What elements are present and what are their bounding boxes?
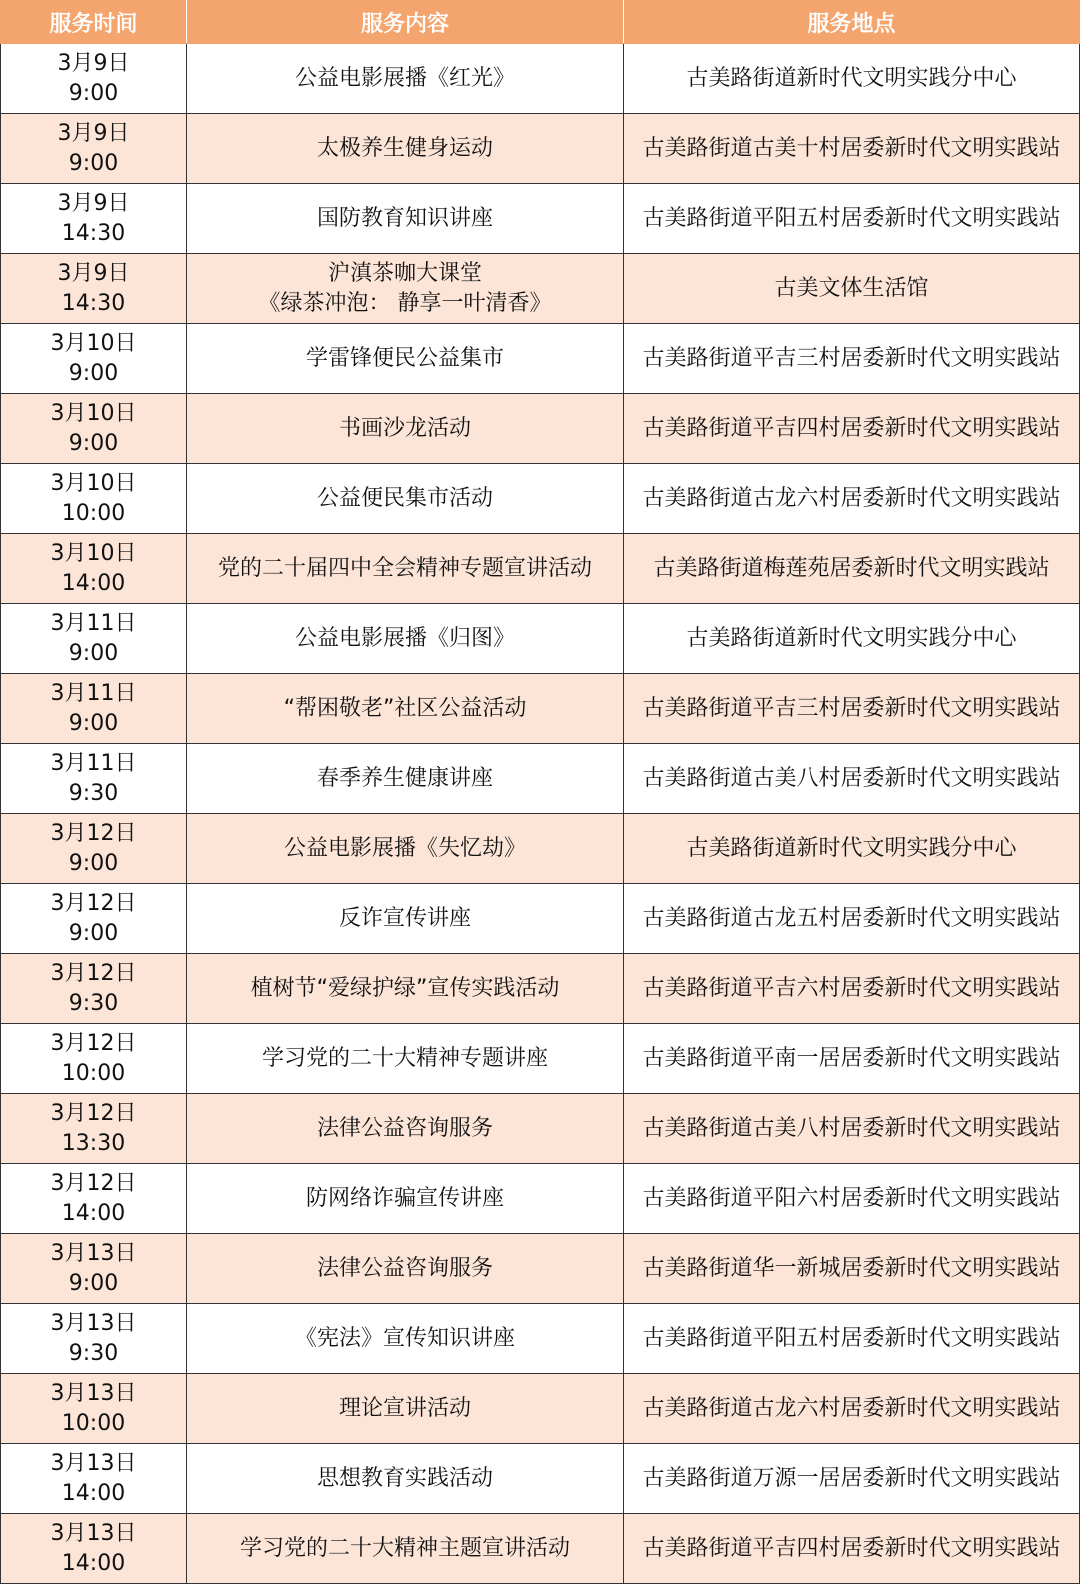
- service-location-cell: [624, 604, 1080, 674]
- service-location: 古美路街道平阳六村居委新时代文明实践站: [642, 1185, 1061, 1211]
- service-date: 3月12日: [50, 820, 137, 846]
- service-location-cell: [624, 1374, 1080, 1444]
- service-time: 9:30: [68, 1340, 119, 1366]
- service-content-cell: [187, 1094, 624, 1164]
- service-location: 古美路街道平吉三村居委新时代文明实践站: [642, 695, 1061, 721]
- service-location-cell: [624, 184, 1080, 254]
- service-content-cell: [187, 114, 624, 184]
- service-time-cell: [1, 1234, 187, 1304]
- table-row: [1, 744, 1080, 814]
- service-location: 古美路街道梅莲苑居委新时代文明实践站: [653, 555, 1050, 581]
- service-time: 9:00: [68, 850, 119, 876]
- table-row: [1, 1164, 1080, 1234]
- service-time: 14:00: [61, 1550, 126, 1576]
- table-row: [1, 394, 1080, 464]
- service-time-cell: [1, 184, 187, 254]
- service-content-cell: [187, 1164, 624, 1234]
- service-location-cell: [624, 1234, 1080, 1304]
- service-content: 植树节“爱绿护绿”宣传实践活动: [250, 975, 560, 1001]
- service-location-cell: [624, 254, 1080, 324]
- service-content-cell: [187, 1374, 624, 1444]
- service-content-cell: [187, 954, 624, 1024]
- service-time: 9:30: [68, 780, 119, 806]
- service-date: 3月13日: [50, 1520, 137, 1546]
- service-time: 10:00: [61, 1410, 126, 1436]
- service-time-cell: [1, 744, 187, 814]
- service-location: 古美路街道平吉四村居委新时代文明实践站: [642, 415, 1061, 441]
- service-content-cell: [187, 674, 624, 744]
- service-location: 古美路街道古美十村居委新时代文明实践站: [642, 135, 1061, 161]
- table-row: [1, 324, 1080, 394]
- table-row: [1, 184, 1080, 254]
- service-location: 古美文体生活馆: [774, 275, 929, 301]
- service-location-cell: [624, 1094, 1080, 1164]
- service-time-cell: [1, 1514, 187, 1584]
- service-content-cell: [187, 744, 624, 814]
- service-location-cell: [624, 394, 1080, 464]
- service-time-cell: [1, 604, 187, 674]
- service-time-cell: [1, 814, 187, 884]
- service-content: 国防教育知识讲座: [316, 205, 493, 231]
- service-time-cell: [1, 1164, 187, 1234]
- service-time: 9:00: [68, 360, 119, 386]
- service-time-cell: [1, 114, 187, 184]
- service-location: 古美路街道古龙六村居委新时代文明实践站: [642, 485, 1061, 511]
- service-content: 反诈宣传讲座: [338, 905, 471, 931]
- service-time: 14:30: [61, 220, 126, 246]
- service-content: 公益电影展播《失忆劫》: [283, 835, 526, 861]
- service-date: 3月11日: [50, 610, 137, 636]
- table-row: [1, 1094, 1080, 1164]
- service-time: 9:30: [68, 990, 119, 1016]
- table-row: [1, 44, 1080, 114]
- service-content-cell: [187, 814, 624, 884]
- service-date: 3月12日: [50, 1170, 137, 1196]
- service-date: 3月9日: [57, 260, 130, 286]
- service-location-cell: [624, 954, 1080, 1024]
- service-time: 10:00: [61, 500, 126, 526]
- service-content: “帮困敬老”社区公益活动: [283, 695, 527, 721]
- service-content: 公益电影展播《归图》: [294, 625, 515, 651]
- service-content: 沪滇茶咖大课堂: [327, 260, 482, 286]
- table-row: [1, 1024, 1080, 1094]
- service-content: 《绿茶冲泡： 静享一叶清香》: [258, 290, 552, 316]
- table-row: [1, 114, 1080, 184]
- service-content-cell: [187, 1304, 624, 1374]
- service-content-cell: [187, 254, 624, 324]
- table-row: [1, 254, 1080, 324]
- service-date: 3月13日: [50, 1310, 137, 1336]
- service-content-cell: [187, 1444, 624, 1514]
- service-date: 3月13日: [50, 1450, 137, 1476]
- service-time-cell: [1, 1304, 187, 1374]
- table-row: [1, 884, 1080, 954]
- service-time: 9:00: [68, 430, 119, 456]
- header-service-time: 服务时间: [1, 1, 187, 44]
- service-content: 法律公益咨询服务: [316, 1115, 493, 1141]
- service-time: 9:00: [68, 150, 119, 176]
- table-row: [1, 1444, 1080, 1514]
- service-content: 太极养生健身运动: [316, 135, 493, 161]
- service-content: 学习党的二十大精神专题讲座: [261, 1045, 548, 1071]
- service-location-cell: [624, 1164, 1080, 1234]
- service-content-cell: [187, 184, 624, 254]
- service-location: 古美路街道新时代文明实践分中心: [686, 625, 1017, 651]
- service-content: 防网络诈骗宣传讲座: [305, 1185, 504, 1211]
- service-location-cell: [624, 1444, 1080, 1514]
- service-date: 3月13日: [50, 1380, 137, 1406]
- service-location: 古美路街道平吉三村居委新时代文明实践站: [642, 345, 1061, 371]
- service-location: 古美路街道平阳五村居委新时代文明实践站: [642, 1325, 1061, 1351]
- service-content: 党的二十届四中全会精神专题宣讲活动: [217, 555, 592, 581]
- service-date: 3月12日: [50, 1030, 137, 1056]
- service-content-cell: [187, 604, 624, 674]
- service-location-cell: [624, 744, 1080, 814]
- service-location: 古美路街道新时代文明实践分中心: [686, 65, 1017, 91]
- service-time: 9:00: [68, 920, 119, 946]
- service-location: 古美路街道古美八村居委新时代文明实践站: [642, 765, 1061, 791]
- table-row: [1, 464, 1080, 534]
- service-time: 9:00: [68, 640, 119, 666]
- service-date: 3月12日: [50, 1100, 137, 1126]
- service-location-cell: [624, 464, 1080, 534]
- service-time: 13:30: [61, 1130, 126, 1156]
- header-row: [1, 1, 1080, 44]
- service-date: 3月11日: [50, 750, 137, 776]
- service-time-cell: [1, 394, 187, 464]
- service-content-cell: [187, 534, 624, 604]
- service-location: 古美路街道万源一居居委新时代文明实践站: [642, 1465, 1061, 1491]
- service-time-cell: [1, 254, 187, 324]
- service-date: 3月12日: [50, 890, 137, 916]
- service-content: 公益电影展播《红光》: [294, 65, 515, 91]
- service-location-cell: [624, 324, 1080, 394]
- service-content-cell: [187, 1234, 624, 1304]
- service-date: 3月12日: [50, 960, 137, 986]
- service-location: 古美路街道平吉六村居委新时代文明实践站: [642, 975, 1061, 1001]
- table-row: [1, 1374, 1080, 1444]
- service-content-cell: [187, 1024, 624, 1094]
- service-time-cell: [1, 1444, 187, 1514]
- table-row: [1, 814, 1080, 884]
- service-date: 3月9日: [57, 190, 130, 216]
- service-content: 思想教育实践活动: [316, 1465, 493, 1491]
- service-content-cell: [187, 1514, 624, 1584]
- service-time-cell: [1, 324, 187, 394]
- service-time-cell: [1, 1024, 187, 1094]
- header-service-content: 服务内容: [187, 1, 624, 44]
- service-content-cell: [187, 394, 624, 464]
- service-time: 10:00: [61, 1060, 126, 1086]
- service-content-cell: [187, 464, 624, 534]
- table-row: [1, 954, 1080, 1024]
- service-time-cell: [1, 1094, 187, 1164]
- table-row: [1, 534, 1080, 604]
- service-time: 14:00: [61, 1200, 126, 1226]
- service-time: 14:00: [61, 1480, 126, 1506]
- table-body: [1, 44, 1080, 1584]
- service-date: 3月10日: [50, 540, 137, 566]
- service-content: 公益便民集市活动: [316, 485, 493, 511]
- service-time-cell: [1, 1374, 187, 1444]
- service-date: 3月9日: [57, 120, 130, 146]
- service-location: 古美路街道古龙五村居委新时代文明实践站: [642, 905, 1061, 931]
- service-location: 古美路街道古龙六村居委新时代文明实践站: [642, 1395, 1061, 1421]
- table-row: [1, 1234, 1080, 1304]
- service-content: 《宪法》宣传知识讲座: [294, 1325, 515, 1351]
- table-row: [1, 1514, 1080, 1584]
- service-location: 古美路街道新时代文明实践分中心: [686, 835, 1017, 861]
- service-content-cell: [187, 44, 624, 114]
- service-content: 书画沙龙活动: [338, 415, 471, 441]
- service-time-cell: [1, 44, 187, 114]
- service-location-cell: [624, 114, 1080, 184]
- service-content-cell: [187, 884, 624, 954]
- service-location-cell: [624, 1514, 1080, 1584]
- service-time-cell: [1, 534, 187, 604]
- service-time: 9:00: [68, 1270, 119, 1296]
- service-time-cell: [1, 674, 187, 744]
- service-location: 古美路街道平阳五村居委新时代文明实践站: [642, 205, 1061, 231]
- service-time: 9:00: [68, 710, 119, 736]
- service-location-cell: [624, 534, 1080, 604]
- service-location: 古美路街道华一新城居委新时代文明实践站: [642, 1255, 1061, 1281]
- service-location-cell: [624, 1024, 1080, 1094]
- service-location-cell: [624, 44, 1080, 114]
- service-location-cell: [624, 884, 1080, 954]
- header-service-location: 服务地点: [624, 1, 1080, 44]
- service-time-cell: [1, 884, 187, 954]
- table-row: [1, 674, 1080, 744]
- service-content: 法律公益咨询服务: [316, 1255, 493, 1281]
- table-row: [1, 1304, 1080, 1374]
- service-location-cell: [624, 674, 1080, 744]
- service-content: 学雷锋便民公益集市: [305, 345, 504, 371]
- service-content: 理论宣讲活动: [338, 1395, 471, 1421]
- service-location-cell: [624, 1304, 1080, 1374]
- table-row: [1, 604, 1080, 674]
- service-time: 9:00: [68, 80, 119, 106]
- service-time: 14:00: [61, 570, 126, 596]
- service-date: 3月10日: [50, 470, 137, 496]
- service-location-cell: [624, 814, 1080, 884]
- service-time-cell: [1, 954, 187, 1024]
- service-location: 古美路街道古美八村居委新时代文明实践站: [642, 1115, 1061, 1141]
- service-date: 3月13日: [50, 1240, 137, 1266]
- service-location: 古美路街道平吉四村居委新时代文明实践站: [642, 1535, 1061, 1561]
- service-time-cell: [1, 464, 187, 534]
- service-date: 3月10日: [50, 400, 137, 426]
- service-location: 古美路街道平南一居居委新时代文明实践站: [642, 1045, 1061, 1071]
- service-date: 3月11日: [50, 680, 137, 706]
- service-time: 14:30: [61, 290, 126, 316]
- service-date: 3月10日: [50, 330, 137, 356]
- service-date: 3月9日: [57, 50, 130, 76]
- service-content: 学习党的二十大精神主题宣讲活动: [239, 1535, 570, 1561]
- service-content: 春季养生健康讲座: [316, 765, 493, 791]
- service-content-cell: [187, 324, 624, 394]
